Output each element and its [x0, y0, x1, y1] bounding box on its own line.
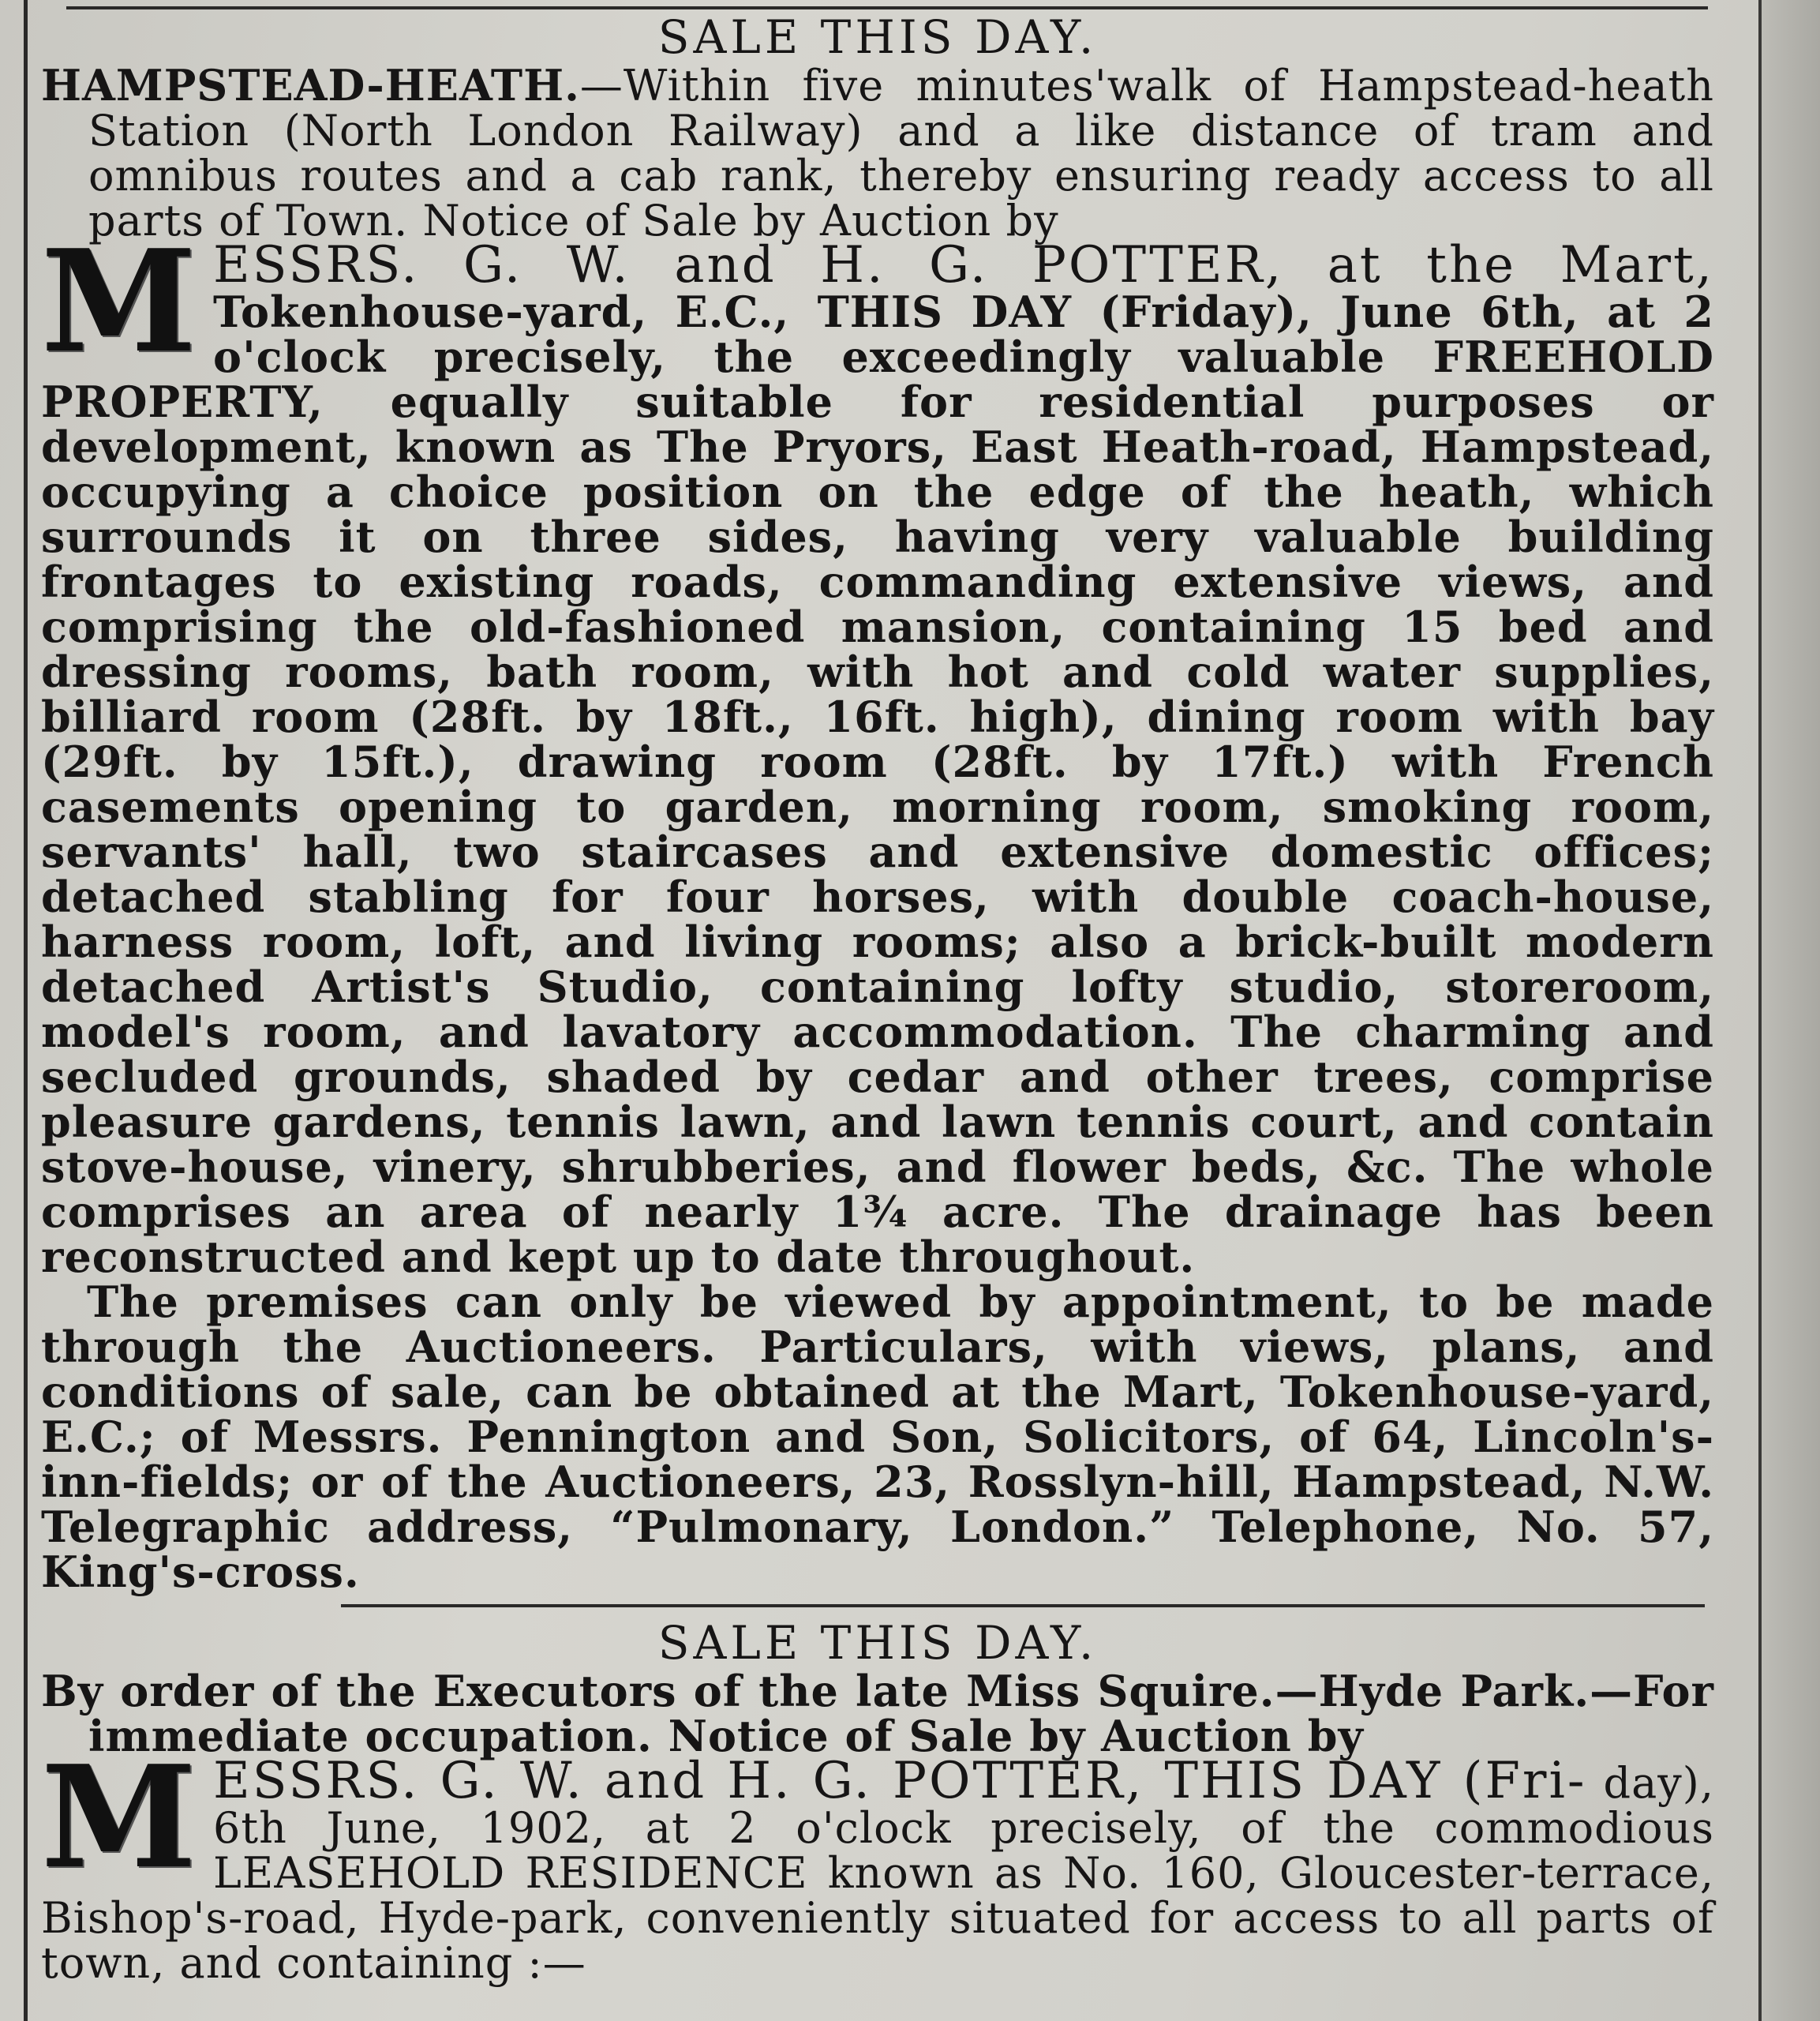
top-rule [66, 6, 1708, 9]
ad-lead: By order of the Executors of the late Miss Squire.—Hyde Park.—For immediate occupation. Notice of Sale by Auction by [41, 1666, 1714, 1761]
ad-body [41, 1734, 1715, 1988]
ad-viewing-paragraph: The premises can only be viewed by appointment, to be made through the Auctioneers. Particulars, with views, plans, and conditions of sale, can be obtained at the Mart, Tokenhouse-yard, E.C.; of Messrs. Pennington and Son, Solicitors, of 64, Lincoln's-inn-fields; or of the Auctioneers, 23, Rosslyn-hill, Hampstead, N.W. Telegraphic address, “Pulmonary, London.” Telephone, No. 57, King's-cross. [41, 1277, 1714, 1597]
ad-heading: SALE THIS DAY. [657, 1616, 1098, 1670]
ad-heading: SALE THIS DAY. [657, 10, 1098, 64]
ad-lead [41, 60, 1714, 246]
ad-body-text: Tokenhouse-yard, E.C., THIS DAY (Friday), June 6th, at 2 o'clock precisely, the exceedingly valuable FREEHOLD PROPERTY, equally suitable for residential purposes or development, known as The Pryors, East Heath-road, Hampstead, occupying a choice position on the edge of the heath, which surrounds it on three sides, having very valuable building frontages to existing roads, commanding extensive views, and comprising the old-fashioned mansion, containing 15 bed and dressing rooms, bath room, with hot and cold water supplies, billiard room (28ft. by 18ft., 16ft. high), dining room with bay (29ft. by 15ft.), drawing room (28ft. by 17ft.) with French casements opening to garden, morning room, smoking room, servants' hall, two staircases and extensive domestic offices; detached stabling for four horses, with double coach-house, harness room, loft, and living rooms; also a brick-built modern detached Artist's Studio, containing lofty studio, storeroom, model's room, and lavatory accommodation. The charming and secluded grounds, shaded by cedar and other trees, comprise pleasure gardens, tennis lawn, and lawn tennis court, and contain stove-house, vinery, shrubberies, and flower beds, &c. The whole comprises an area of nearly 1¾ acre. The drainage has been reconstructed and kept up to date throughout. [41, 287, 1714, 1282]
auction-advertisement-hampstead [41, 10, 1714, 1597]
auction-advertisement-hyde-park [41, 1616, 1715, 1988]
page-margin [1762, 0, 1820, 2021]
column-rule-left [24, 0, 28, 2021]
auctioneer-firm: ESSRS. G. W. and H. G. POTTER, THIS DAY (Fri- [213, 1752, 1587, 1810]
ad-lead-title: HAMPSTEAD-HEATH. [41, 60, 580, 111]
ad-body [41, 219, 1714, 1282]
drop-cap: M [41, 219, 198, 384]
ad-lead-text: —Within five minutes'walk of Hampstead-heath Station (North London Railway) and a like distance of tram and omnibus routes and a cab rank, thereby ensuring ready access to all parts of Town. Notice of Sale by Auction by [88, 61, 1714, 246]
section-divider-rule [341, 1604, 1705, 1607]
auctioneer-firm: ESSRS. G. W. and H. G. POTTER, at the Mart, [213, 236, 1714, 294]
ad-body-text: day), 6th June, 1902, at 2 o'clock precisely, of the commodious LEASEHOLD RESIDENCE known as No. 160, Gloucester-terrace, Bishop's-road, Hyde-park, conveniently situated for access to all parts of town, and containing :— [41, 1758, 1715, 1988]
drop-cap: M [41, 1734, 198, 1899]
